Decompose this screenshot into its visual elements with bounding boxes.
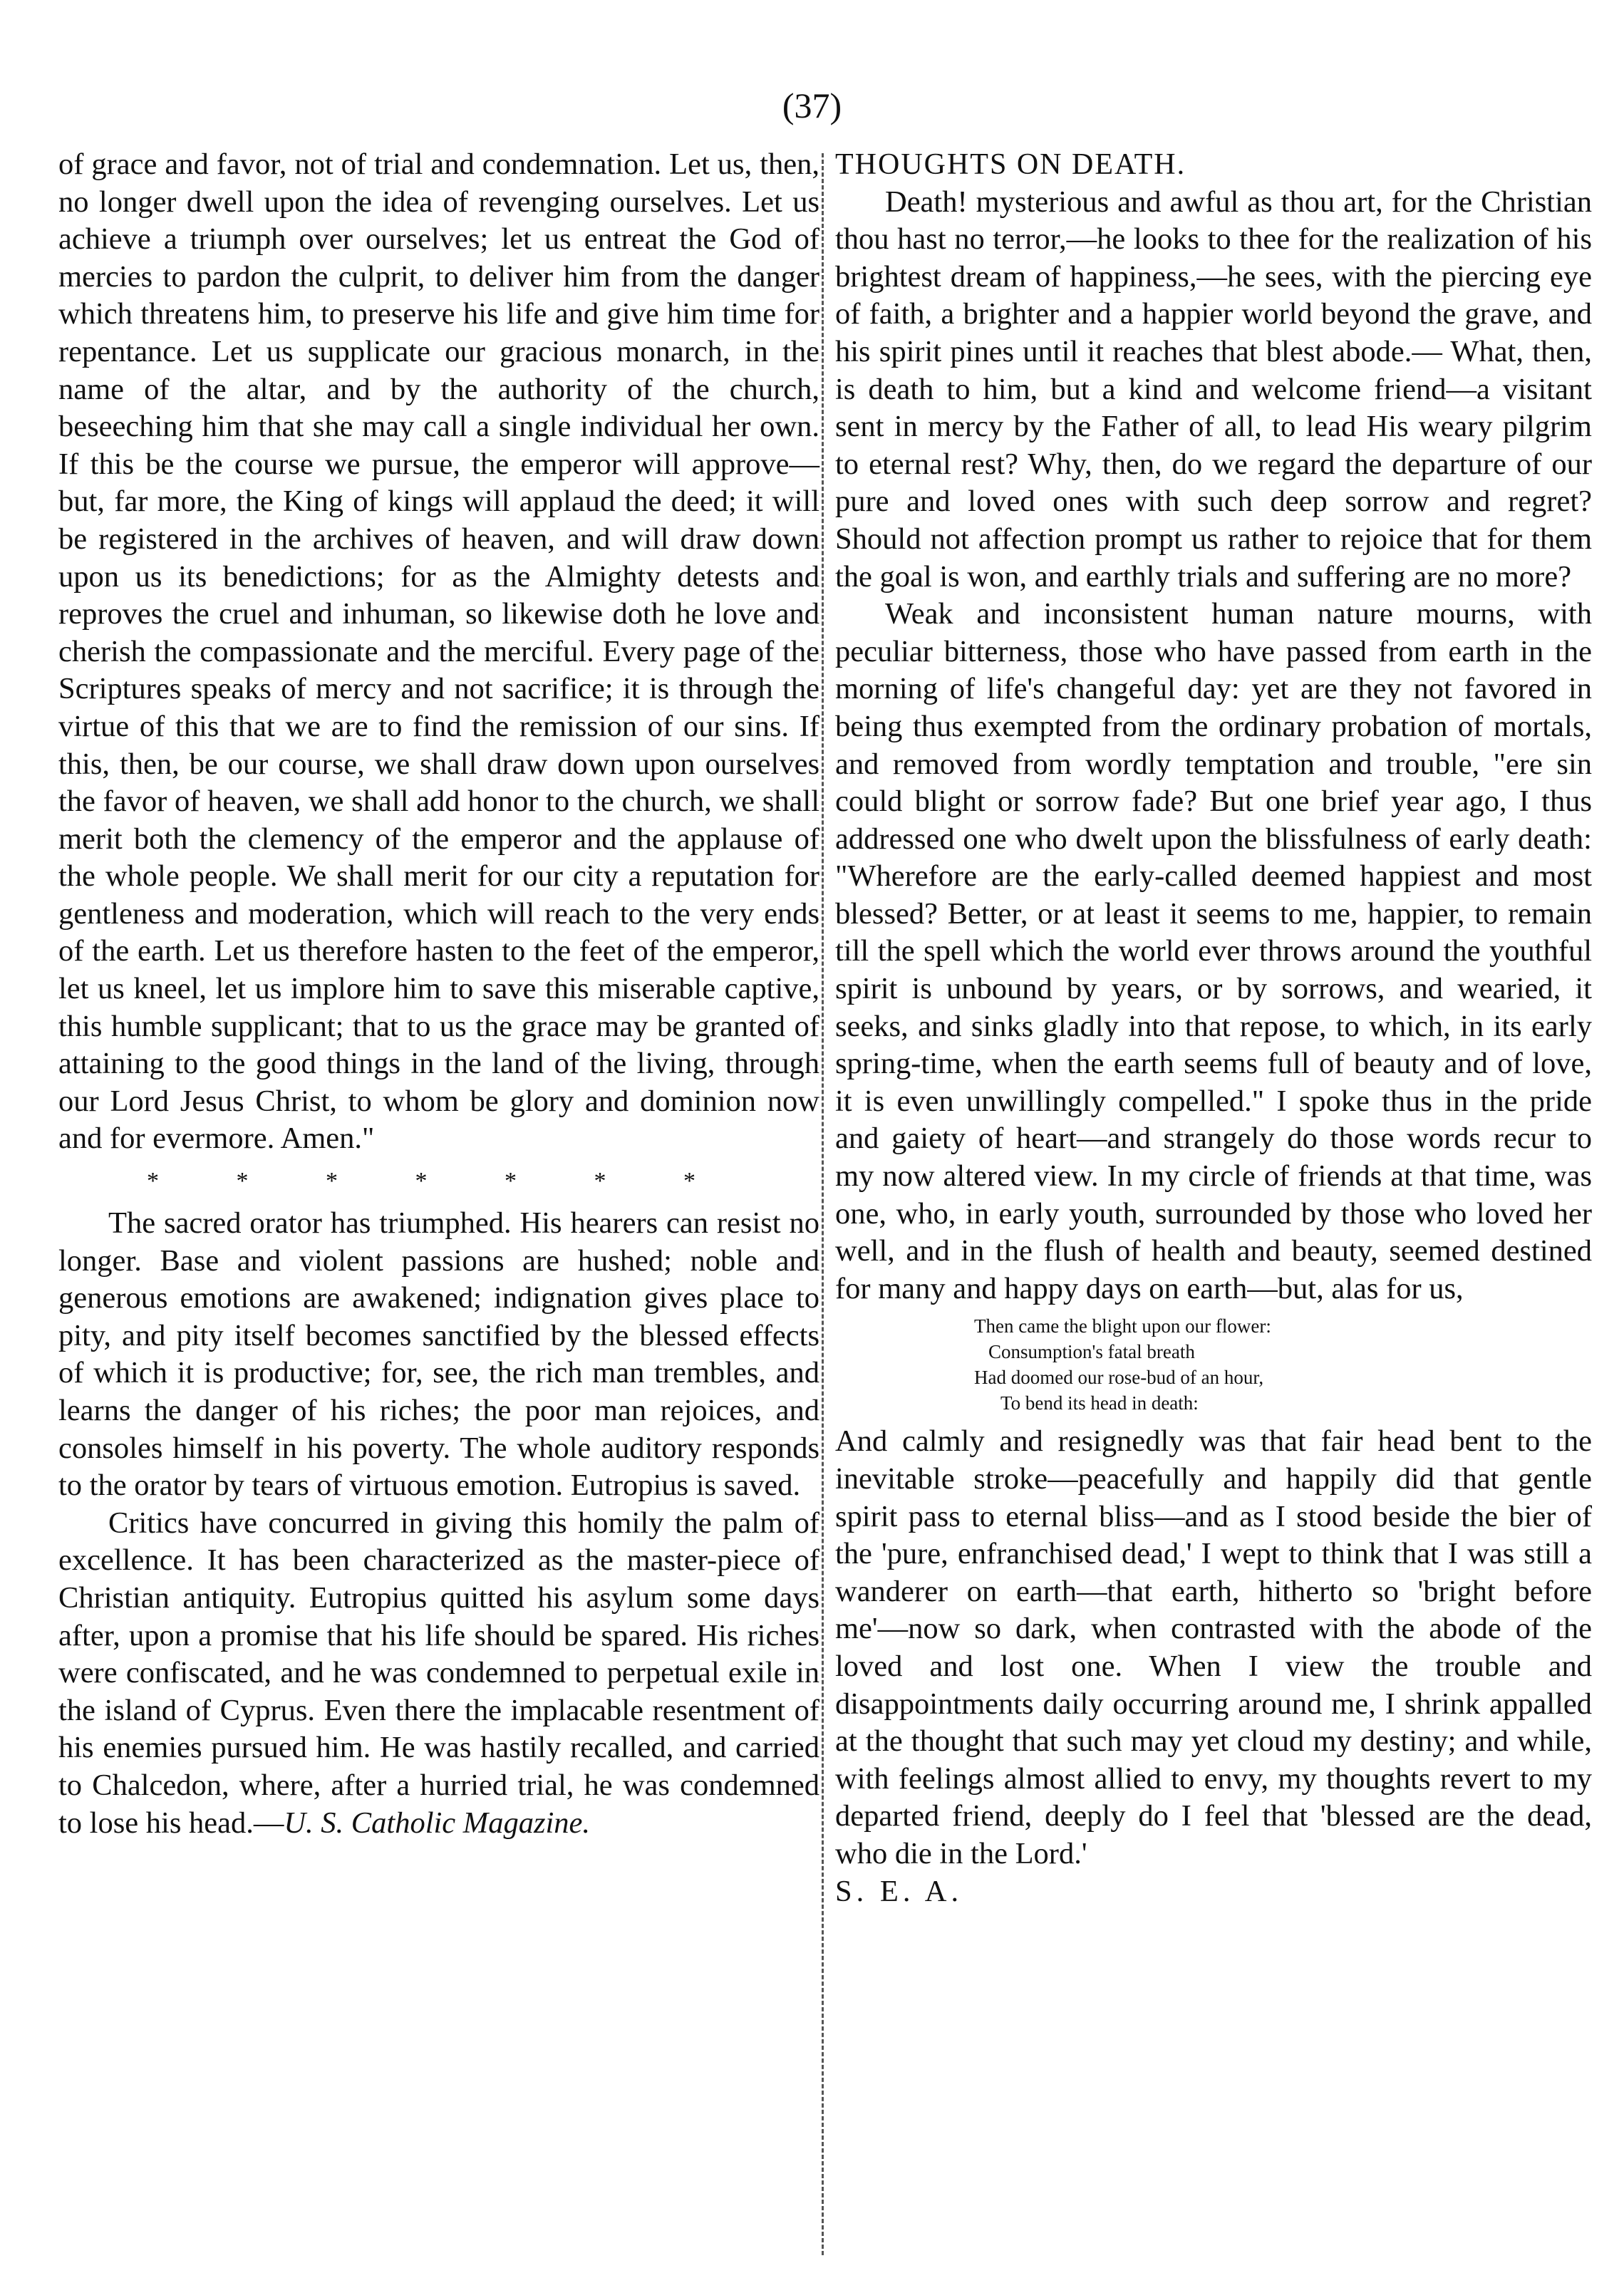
column-divider <box>822 153 824 2255</box>
article-title: THOUGHTS ON DEATH. <box>835 148 1186 181</box>
paragraph-orator-triumphed: The sacred orator has triumphed. His hearers can resist no longer. Base and violent passions are hushed; noble and generous emotions are awakened; indignation gives place to pity, and pity itself becomes sanctified by the blessed effects of which it is productive; for, see, the rich man trembles, and learns the danger of his riches; the poor man rejoices, and consoles himself in his poverty. The whole auditory responds to the orator by tears of virtuous emotion. Eutropius is saved. <box>58 1206 819 1503</box>
right-column <box>835 146 1592 1910</box>
source-attribution: U. S. Catholic Magazine. <box>284 1806 591 1840</box>
paragraph-human-nature: Weak and inconsistent human nature mourns, with peculiar bitterness, those who have passed from earth in the morning of life's changeful day: yet are they not favored in being thus exempted from the ordinary probation of mortals, and removed from wordly temptation and trouble, "ere sin could blight or sorrow fade? But one brief year ago, I thus addressed one who dwelt upon the blissfulness of early death: "Wherefore are the early-called deemed happiest and most blessed? Better, or at least it seems to me, happier, to remain till the spell which the world ever throws around the youthful spirit is unbound by years, or by sorrows, and wearied, it seeks, and sinks gladly into that repose, to which, in its early spring-time, when the earth seems full of beauty and of love, it is even unwillingly compelled." I spoke thus in the pride and gaiety of heart—and strangely do those words recur to my now altered view. In my circle of friends at that time, was one, who, in early youth, surrounded by those who loved her well, and in the flush of health and beauty, seemed destined for many and happy days on earth—but, alas for us, <box>835 597 1592 1305</box>
left-column <box>58 146 819 1842</box>
page-number: (37) <box>782 86 842 125</box>
paragraph-critics <box>58 1505 819 1842</box>
paragraph-calmly-resigned: And calmly and resignedly was that fair head bent to the inevitable stroke—peacefully and happily did that gentle spirit pass to eternal bliss—and as I stood beside the bier of the 'pure, enfranchised dead,' I wept to think that I was still a wanderer on earth—that earth, hitherto so 'bright before me'—now so dark, when contrasted with the abode of the loved and lost one. When I view the trouble and disappointments daily occurring around me, I shrink appalled at the thought that such may yet cloud my destiny; and while, with feelings almost allied to envy, my thoughts revert to my departed friend, deeply do I feel that 'blessed are the dead, who die in the Lord.' <box>835 1424 1592 1870</box>
homily-conclusion: of grace and favor, not of trial and condemnation. Let us, then, no longer dwell upon the idea of revenging ourselves. Let us achieve a triumph over ourselves; let us entreat the God of mercies to pardon the culprit, to deliver him from the danger which threatens him, to preserve his life and give him time for repentance. Let us supplicate our gracious monarch, in the name of the altar, and by the authority of the church, beseeching him that she may call a single individual her own. If this be the course we pursue, the emperor will approve—but, far more, the King of kings will applaud the deed; it will be registered in the archives of heaven, and will draw down upon us its benedictions; for as the Almighty detests and reproves the cruel and inhuman, so likewise doth he love and cherish the compassionate and the merciful. Every page of the Scriptures speaks of mercy and not sacrifice; it is through the virtue of this that we are to find the remission of our sins. If this, then, be our course, we shall draw down upon ourselves the favor of heaven, we shall add honor to the church, we shall merit both the clemency of the emperor and the applause of the whole people. We shall merit for our city a reputation for gentleness and moderation, which will reach to the very ends of the earth. Let us therefore hasten to the feet of the emperor, let us kneel, let us implore him to save this miserable captive, this humble supplicant; that to us the grace may be granted of attaining to the good things in the land of the living, through our Lord Jesus Christ, to whom be glory and dominion now and for evermore. Amen." <box>58 147 819 1156</box>
section-separator: * * * * * * * <box>147 1168 731 1195</box>
verse-line: Had doomed our rose-bud of an hour, <box>974 1367 1264 1389</box>
critics-text: Critics have concurred in giving this homily the palm of excellence. It has been characterized as the master-piece of Christian antiquity. Eutropius quitted his asylum some days after, upon a promise that his life should be spared. His riches were confiscated, and he was condemned to perpetual exile in the island of Cyprus. Even there the implacable resentment of his enemies pursued him. He was hastily recalled, and carried to Chalcedon, where, after a hurried trial, he was condemned to lose his head.— <box>58 1506 819 1840</box>
verse-line: Consumption's fatal breath <box>988 1341 1195 1363</box>
verse <box>835 1313 1592 1416</box>
paragraph-death-mysterious: Death! mysterious and awful as thou art, for the Christian thou hast no terror,—he looks to thee for the realization of his brightest dream of happiness,—he sees, with the piercing eye of faith, a brighter and a happier world beyond the grave, and his spirit pines until it reaches that blest abode.— What, then, is death to him, but a kind and welcome friend—a visitant sent in mercy by the Father of all, to lead His weary pilgrim to eternal rest? Why, then, do we regard the departure of our pure and loved ones with such deep sorrow and regret? Should not affection prompt us rather to rejoice that for them the goal is won, and earthly trials and suffering are no more? <box>835 185 1592 594</box>
verse-line: Then came the blight upon our flower: <box>974 1315 1271 1337</box>
author-signature: S. E. A. <box>835 1874 963 1908</box>
verse-line: To bend its head in death: <box>1000 1392 1199 1414</box>
